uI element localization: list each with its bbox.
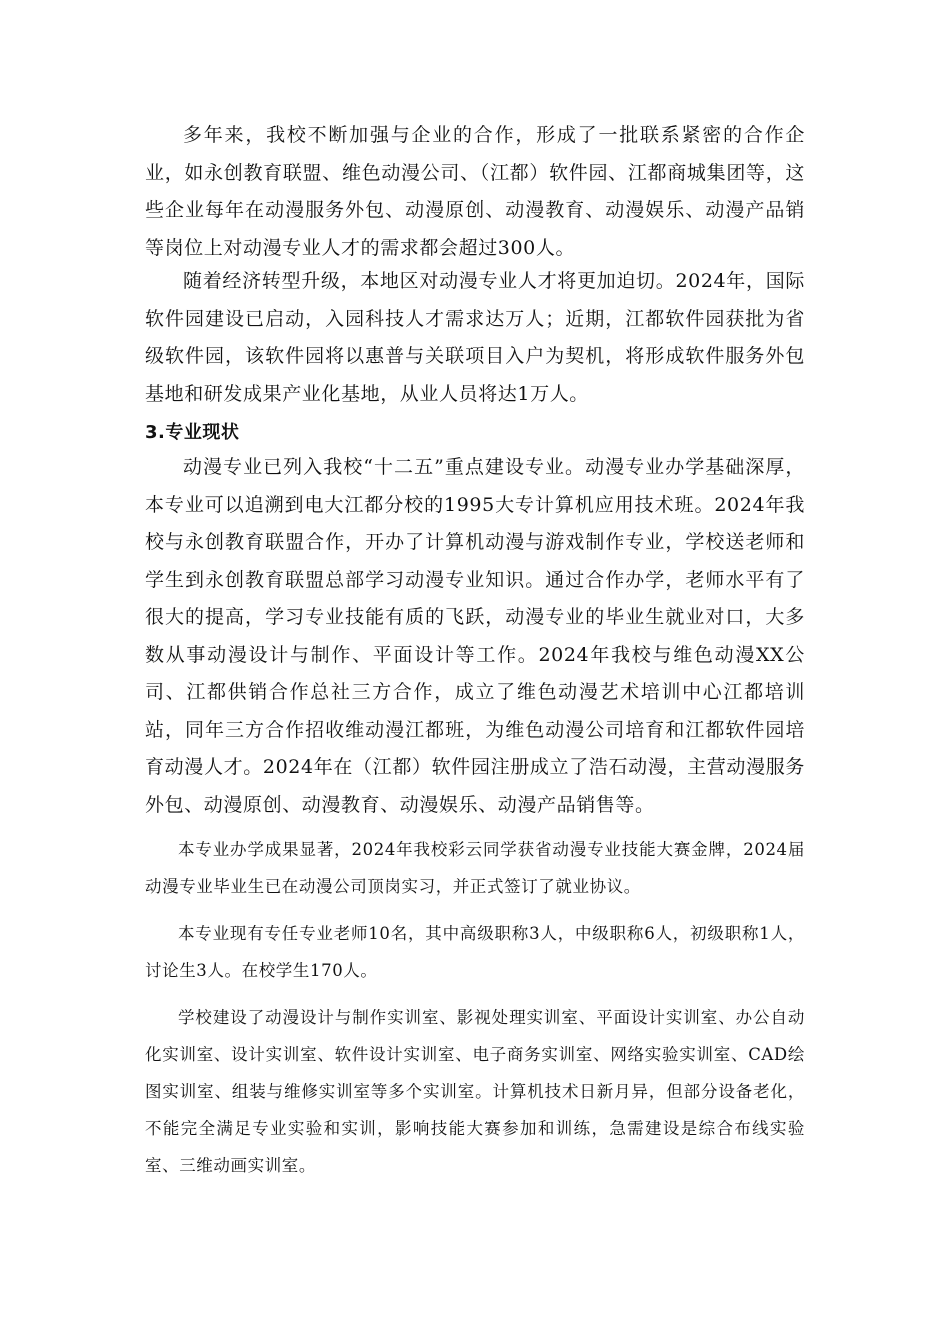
paragraph-achievements: 本专业办学成果显著，2024年我校彩云同学获省动漫专业技能大赛金牌，2024届动漫专业毕业生已在动漫公司顶岗实习，并正式签订了就业协议。 bbox=[145, 840, 805, 896]
paragraph-program-history: 动漫专业已列入我校“十二五”重点建设专业。动漫专业办学基础深厚，本专业可以追溯到电大江都分校的1995大专计算机应用技术班。2024年我校与永创教育联盟合作，开办了计算机动漫与游戏制作专业，学校送老师和学生到永创教育联盟总部学习动漫专业知识。通过合作办学，老师水平有了很大的提高，学习专业技能有质的飞跃，动漫专业的毕业生就业对口，大多数从事动漫设计与制作、平面设计等工作。2024年我校与维色动漫XX公司、江都供销合作总社三方合作，成立了维色动漫艺术培训中心江都培训站，同年三方合作招收维动漫江都班，为维色动漫公司培育和江都软件园培育动漫人才。2024年在（江都）软件园注册成立了浩石动漫，主营动漫服务外包、动漫原创、动漫教育、动漫娱乐、动漫产品销售等。 bbox=[145, 456, 805, 816]
paragraph-regional-demand: 随着经济转型升级，本地区对动漫专业人才将更加迫切。2024年，国际软件园建设已启动，入园科技人才需求达万人；近期，江都软件园获批为省级软件园，该软件园将以惠普与关联项目入户为契机，将形成软件服务外包基地和研发成果产业化基地，从业人员将达1万人。 bbox=[145, 270, 805, 405]
paragraph-faculty: 本专业现有专任专业老师10名，其中高级职称3人，中级职称6人，初级职称1人，讨论生3人。在校学生170人。 bbox=[145, 924, 805, 980]
paragraph-enterprise-cooperation: 多年来，我校不断加强与企业的合作，形成了一批联系紧密的合作企业，如永创教育联盟、维色动漫公司、（江都）软件园、江都商城集团等，这些企业每年在动漫服务外包、动漫原创、动漫教育、动漫娱乐、动漫产品销等岗位上对动漫专业人才的需求都会超过300人。 bbox=[145, 124, 805, 259]
section-heading: 3.专业现状 bbox=[145, 422, 240, 443]
paragraph-training-rooms: 学校建设了动漫设计与制作实训室、影视处理实训室、平面设计实训室、办公自动化实训室、设计实训室、软件设计实训室、电子商务实训室、网络实验实训室、CAD绘图实训室、组装与维修实训室等多个实训室。计算机技术日新月异，但部分设备老化，不能完全满足专业实验和实训，影响技能大赛参加和训练，急需建设是综合布线实验室、三维动画实训室。 bbox=[145, 1008, 805, 1175]
